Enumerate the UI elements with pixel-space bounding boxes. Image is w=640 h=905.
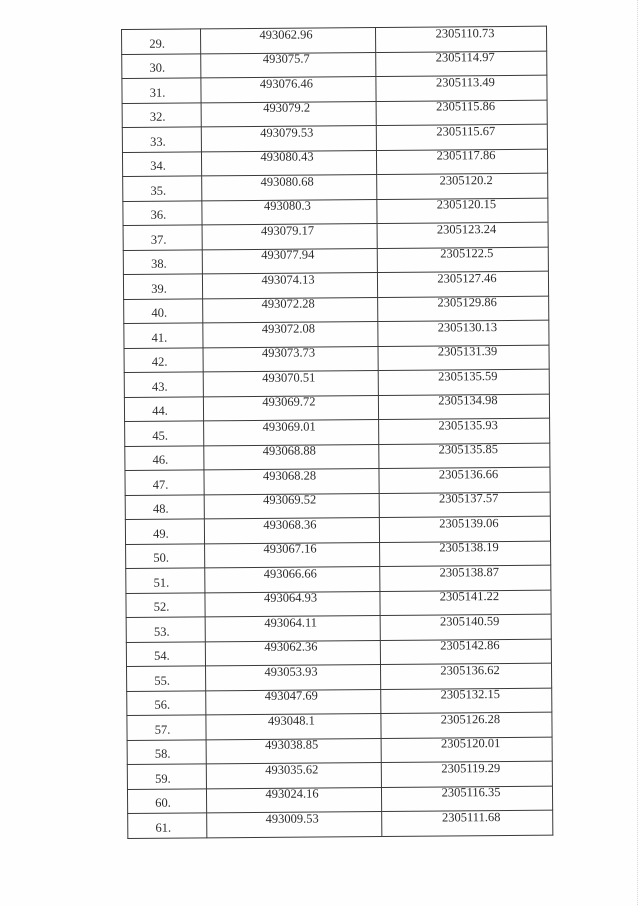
y-coordinate-cell (380, 663, 551, 689)
y-coordinate-text: 2305132.15 (440, 687, 500, 702)
row-number-text: 45. (152, 428, 169, 443)
x-coordinate-text: 493068.36 (263, 517, 317, 532)
x-coordinate-text: 493073.73 (261, 345, 316, 361)
x-coordinate-cell (202, 272, 377, 298)
x-coordinate-cell (201, 28, 376, 54)
x-coordinate-text: 493079.2 (263, 100, 311, 116)
x-coordinate-text: 493053.93 (264, 664, 318, 679)
row-number-cell (126, 543, 205, 568)
y-coordinate-text: 2305130.13 (437, 319, 498, 335)
row-number-cell (124, 347, 203, 372)
row-number-cell (124, 323, 203, 348)
row-number-text: 60. (155, 795, 171, 811)
row-number-text: 53. (153, 624, 170, 639)
row-number-cell (126, 641, 205, 666)
row-number-cell (124, 298, 203, 323)
x-coordinate-text: 493079.17 (260, 223, 315, 238)
y-coordinate-text: 2305126.28 (440, 711, 501, 727)
row-number-text: 39. (151, 281, 167, 296)
y-coordinate-text: 2305139.06 (439, 515, 499, 531)
y-coordinate-cell (379, 492, 550, 518)
x-coordinate-text: 493062.96 (259, 27, 313, 42)
row-number-cell (127, 690, 206, 715)
y-coordinate-text: 2305120.01 (440, 736, 501, 751)
y-coordinate-cell (380, 590, 551, 616)
x-coordinate-cell (202, 248, 377, 274)
x-coordinate-cell (203, 346, 378, 372)
x-coordinate-text: 493064.11 (264, 615, 318, 630)
x-coordinate-text: 493066.66 (263, 566, 317, 581)
y-coordinate-cell (378, 394, 549, 420)
y-coordinate-cell (381, 712, 552, 738)
y-coordinate-text: 2305135.85 (438, 442, 499, 457)
row-number-text: 44. (152, 403, 168, 419)
y-coordinate-text: 2305119.29 (441, 760, 501, 776)
y-coordinate-cell (380, 565, 551, 591)
row-number-text: 56. (154, 697, 171, 713)
x-coordinate-text: 493009.53 (265, 811, 319, 826)
row-number-cell (123, 225, 202, 250)
x-coordinate-text: 493070.51 (262, 370, 316, 385)
x-coordinate-cell (203, 370, 378, 396)
x-coordinate-cell (206, 738, 381, 764)
y-coordinate-text: 2305116.35 (441, 785, 501, 800)
x-coordinate-cell (205, 542, 380, 568)
x-coordinate-cell (201, 76, 376, 102)
x-coordinate-text: 493079.53 (260, 125, 314, 140)
x-coordinate-text: 493077.94 (261, 247, 315, 263)
y-coordinate-text: 2305127.46 (437, 270, 497, 286)
y-coordinate-cell (376, 75, 547, 101)
row-number-text: 41. (151, 330, 168, 345)
y-coordinate-text: 2305123.24 (436, 221, 497, 237)
x-coordinate-cell (205, 591, 380, 617)
row-number-text: 34. (150, 158, 166, 174)
y-coordinate-text: 2305115.67 (436, 123, 496, 139)
y-coordinate-text: 2305117.86 (436, 148, 496, 163)
x-coordinate-cell (201, 125, 376, 151)
row-number-text: 61. (155, 820, 172, 835)
y-coordinate-text: 2305122.5 (440, 246, 494, 261)
row-number-text: 52. (153, 599, 170, 615)
y-coordinate-cell (379, 443, 550, 469)
row-number-cell (127, 739, 206, 764)
y-coordinate-cell (379, 516, 550, 542)
x-coordinate-cell (204, 419, 379, 445)
y-coordinate-cell (378, 320, 549, 346)
row-number-cell (123, 249, 202, 274)
row-number-text: 59. (155, 771, 171, 786)
x-coordinate-cell (205, 615, 380, 641)
row-number-text: 47. (152, 477, 169, 492)
x-coordinate-cell (204, 468, 379, 494)
coordinates-table-body (122, 26, 553, 838)
row-number-text: 36. (150, 207, 167, 223)
x-coordinate-cell (203, 297, 378, 323)
y-coordinate-text: 2305120.15 (436, 197, 497, 212)
x-coordinate-text: 493072.08 (261, 321, 315, 336)
y-coordinate-text: 2305138.19 (439, 540, 499, 555)
row-number-cell (122, 102, 201, 127)
x-coordinate-text: 493068.28 (262, 468, 317, 483)
row-number-cell (122, 151, 201, 176)
x-coordinate-text: 493074.13 (261, 272, 315, 287)
x-coordinate-cell (206, 689, 381, 715)
x-coordinate-text: 493035.62 (265, 762, 319, 777)
x-coordinate-text: 493067.16 (263, 541, 317, 557)
row-number-text: 33. (150, 134, 166, 149)
row-number-cell (127, 666, 206, 691)
y-coordinate-text: 2305140.59 (439, 613, 500, 629)
x-coordinate-text: 493069.72 (262, 394, 316, 410)
row-number-text: 38. (150, 256, 167, 272)
x-coordinate-cell (205, 640, 380, 666)
y-coordinate-cell (376, 100, 547, 126)
x-coordinate-text: 493024.16 (265, 786, 319, 802)
x-coordinate-cell (203, 321, 378, 347)
y-coordinate-text: 2305131.39 (437, 344, 498, 359)
row-number-text: 48. (152, 501, 169, 517)
y-coordinate-cell (380, 639, 551, 665)
row-number-cell (125, 470, 204, 495)
x-coordinate-cell (204, 444, 379, 470)
row-number-text: 54. (154, 648, 170, 664)
row-number-cell (122, 78, 201, 103)
y-coordinate-text: 2305114.97 (435, 50, 495, 65)
row-number-text: 30. (149, 60, 166, 76)
y-coordinate-cell (376, 51, 547, 77)
x-coordinate-cell (202, 174, 377, 200)
x-coordinate-text: 493064.93 (263, 590, 318, 606)
row-number-cell (125, 494, 204, 519)
x-coordinate-cell (205, 566, 380, 592)
x-coordinate-text: 493062.36 (264, 639, 318, 655)
coordinates-table (121, 26, 553, 839)
row-number-cell (126, 592, 205, 617)
x-coordinate-cell (201, 101, 376, 127)
x-coordinate-cell (202, 223, 377, 249)
y-coordinate-text: 2305136.62 (440, 662, 500, 678)
row-number-cell (128, 813, 207, 838)
row-number-text: 35. (150, 183, 167, 198)
x-coordinate-cell (207, 811, 382, 837)
y-coordinate-cell (382, 810, 553, 836)
x-coordinate-text: 493048.1 (267, 713, 315, 728)
x-coordinate-text: 493080.68 (260, 174, 314, 189)
y-coordinate-cell (375, 26, 546, 52)
row-number-text: 46. (152, 452, 169, 468)
y-coordinate-cell (381, 688, 552, 714)
row-number-cell (122, 29, 201, 54)
y-coordinate-text: 2305136.66 (438, 466, 499, 482)
row-number-text: 32. (149, 109, 166, 125)
row-number-text: 40. (151, 305, 168, 321)
y-coordinate-cell (376, 124, 547, 150)
x-coordinate-text: 493068.88 (262, 443, 316, 459)
y-coordinate-cell (378, 296, 549, 322)
row-number-cell (124, 372, 203, 397)
row-number-cell (123, 176, 202, 201)
y-coordinate-text: 2305135.93 (438, 417, 498, 433)
y-coordinate-cell (379, 418, 550, 444)
row-number-cell (122, 127, 201, 152)
y-coordinate-cell (377, 173, 548, 199)
y-coordinate-cell (380, 541, 551, 567)
x-coordinate-text: 493047.69 (264, 688, 318, 704)
y-coordinate-cell (381, 737, 552, 763)
y-coordinate-cell (377, 222, 548, 248)
row-number-cell (127, 715, 206, 740)
page-edge-mark (636, 0, 638, 905)
x-coordinate-cell (204, 493, 379, 519)
row-number-text: 57. (154, 722, 171, 737)
row-number-text: 51. (153, 575, 170, 590)
x-coordinate-text: 493069.52 (263, 492, 317, 508)
x-coordinate-cell (206, 762, 381, 788)
y-coordinate-text: 2305138.87 (439, 564, 500, 580)
y-coordinate-text: 2305115.86 (436, 99, 496, 114)
x-coordinate-text: 493072.28 (261, 296, 315, 312)
row-number-text: 55. (154, 673, 170, 688)
row-number-cell (127, 788, 206, 813)
y-coordinate-cell (378, 369, 549, 395)
row-number-cell (122, 53, 201, 78)
row-number-text: 58. (154, 746, 171, 762)
row-number-text: 43. (151, 379, 168, 394)
row-number-text: 37. (150, 232, 167, 247)
y-coordinate-text: 2305142.86 (440, 638, 500, 653)
x-coordinate-text: 493080.3 (263, 198, 311, 214)
y-coordinate-text: 2305137.57 (438, 491, 499, 506)
y-coordinate-text: 2305110.73 (435, 25, 495, 41)
x-coordinate-text: 493038.85 (265, 737, 319, 753)
x-coordinate-cell (206, 713, 381, 739)
x-coordinate-cell (201, 52, 376, 78)
row-number-cell (124, 396, 203, 421)
y-coordinate-cell (379, 467, 550, 493)
x-coordinate-text: 493080.43 (260, 149, 314, 165)
y-coordinate-cell (381, 786, 552, 812)
table-row (128, 810, 553, 838)
y-coordinate-text: 2305135.59 (437, 368, 498, 384)
row-number-text: 29. (149, 36, 165, 51)
y-coordinate-cell (377, 247, 548, 273)
row-number-cell (125, 421, 204, 446)
y-coordinate-text: 2305134.98 (438, 393, 498, 408)
y-coordinate-text: 2305111.68 (441, 809, 501, 825)
row-number-text: 31. (149, 85, 166, 100)
row-number-cell (123, 274, 202, 299)
row-number-cell (126, 617, 205, 642)
row-number-text: 42. (151, 354, 168, 370)
y-coordinate-cell (377, 198, 548, 224)
y-coordinate-cell (381, 761, 552, 787)
x-coordinate-cell (206, 664, 381, 690)
x-coordinate-cell (204, 517, 379, 543)
x-coordinate-text: 493069.01 (262, 419, 316, 434)
row-number-cell (125, 519, 204, 544)
row-number-text: 49. (153, 526, 169, 541)
x-coordinate-cell (201, 150, 376, 176)
y-coordinate-cell (378, 345, 549, 371)
row-number-cell (126, 568, 205, 593)
y-coordinate-text: 2305141.22 (439, 589, 500, 604)
row-number-cell (127, 764, 206, 789)
y-coordinate-cell (376, 149, 547, 175)
x-coordinate-cell (206, 787, 381, 813)
x-coordinate-cell (203, 395, 378, 421)
y-coordinate-cell (377, 271, 548, 297)
y-coordinate-text: 2305120.2 (439, 172, 493, 188)
row-number-text: 50. (153, 550, 170, 566)
x-coordinate-text: 493075.7 (262, 51, 310, 67)
y-coordinate-text: 2305113.49 (435, 74, 495, 90)
row-number-cell (123, 200, 202, 225)
row-number-cell (125, 445, 204, 470)
y-coordinate-text: 2305129.86 (437, 295, 497, 310)
x-coordinate-cell (202, 199, 377, 225)
x-coordinate-text: 493076.46 (259, 76, 314, 91)
y-coordinate-cell (380, 614, 551, 640)
